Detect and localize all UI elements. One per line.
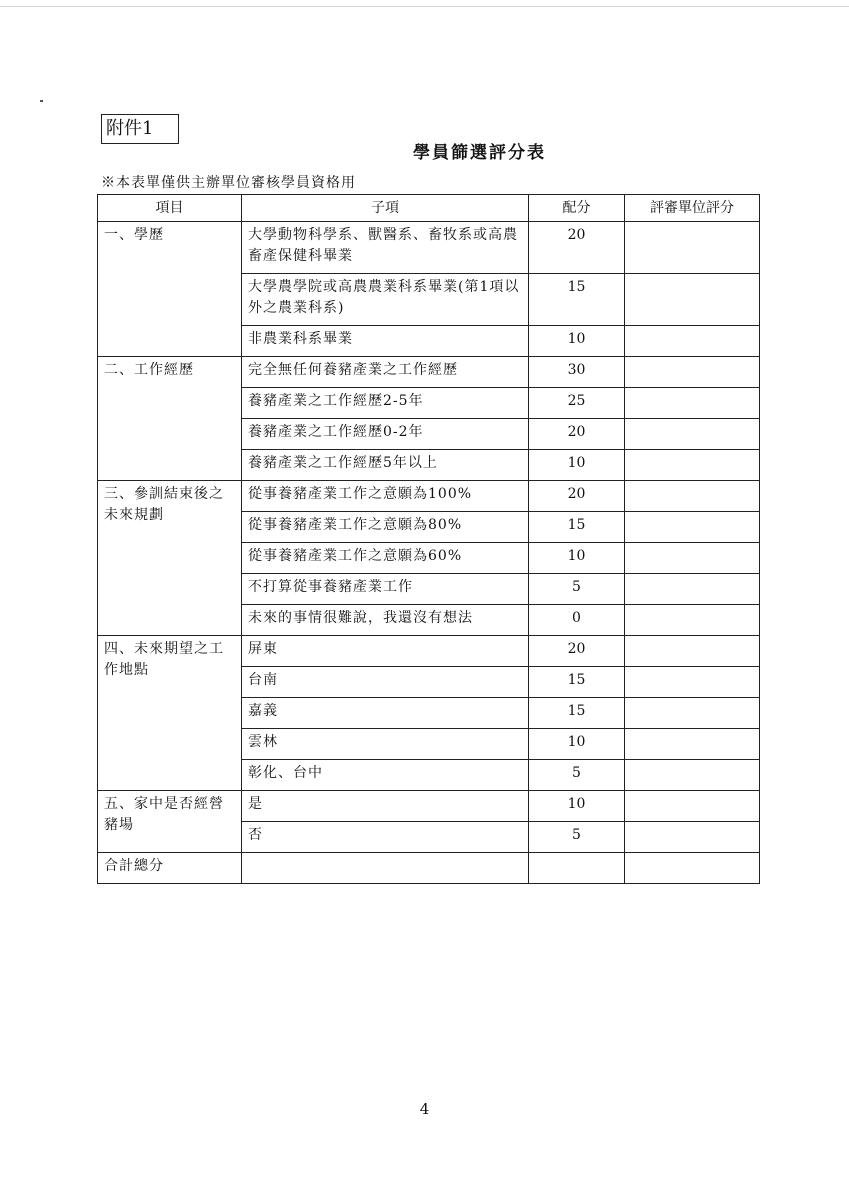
header-subitem: 子項	[242, 195, 529, 222]
subitem-cell: 未來的事情很難說，我還沒有想法	[242, 605, 529, 636]
attachment-label: 附件1	[101, 114, 179, 144]
review-score-cell[interactable]	[625, 822, 760, 853]
subitem-cell: 台南	[242, 667, 529, 698]
subitem-cell: 養豬產業之工作經歷0-2年	[242, 419, 529, 450]
review-score-cell[interactable]	[625, 667, 760, 698]
review-score-cell[interactable]	[625, 698, 760, 729]
item-education: 一、學歷	[98, 222, 242, 357]
table-row	[98, 791, 760, 822]
points-cell: 25	[529, 388, 625, 419]
review-score-cell[interactable]	[625, 636, 760, 667]
points-cell: 20	[529, 419, 625, 450]
points-cell: 10	[529, 543, 625, 574]
subitem-cell: 從事養豬產業工作之意願為80%	[242, 512, 529, 543]
total-label: 合計總分	[98, 853, 242, 884]
points-cell: 20	[529, 481, 625, 512]
points-cell: 15	[529, 698, 625, 729]
review-score-cell[interactable]	[625, 605, 760, 636]
subitem-cell: 雲林	[242, 729, 529, 760]
points-cell: 0	[529, 605, 625, 636]
review-score-cell[interactable]	[625, 543, 760, 574]
review-score-cell[interactable]	[625, 419, 760, 450]
form-title: 學員篩選評分表	[413, 143, 546, 163]
header-item: 項目	[98, 195, 242, 222]
review-score-cell[interactable]	[625, 791, 760, 822]
points-cell: 10	[529, 450, 625, 481]
table-row	[98, 222, 760, 274]
header-review-score: 評審單位評分	[625, 195, 760, 222]
total-row	[98, 853, 760, 884]
header-points: 配分	[529, 195, 625, 222]
subitem-cell: 養豬產業之工作經歷5年以上	[242, 450, 529, 481]
scoring-table	[97, 194, 760, 884]
points-cell: 20	[529, 636, 625, 667]
total-review-score-cell[interactable]	[625, 853, 760, 884]
subitem-cell: 不打算從事養豬產業工作	[242, 574, 529, 605]
scan-edge-line	[0, 6, 849, 7]
points-cell: 15	[529, 667, 625, 698]
points-cell: 10	[529, 729, 625, 760]
subitem-cell: 大學動物科學系、獸醫系、畜牧系或高農畜產保健科畢業	[242, 222, 529, 274]
usage-note: ※本表單僅供主辦單位審核學員資格用	[101, 175, 356, 191]
subitem-cell: 完全無任何養豬產業之工作經歷	[242, 357, 529, 388]
item-work-experience: 二、工作經歷	[98, 357, 242, 481]
points-cell: 15	[529, 274, 625, 326]
table-header-row	[98, 195, 760, 222]
subitem-cell: 是	[242, 791, 529, 822]
points-cell: 10	[529, 326, 625, 357]
review-score-cell[interactable]	[625, 760, 760, 791]
review-score-cell[interactable]	[625, 574, 760, 605]
item-family-pig-farm: 五、家中是否經營豬場	[98, 791, 242, 853]
review-score-cell[interactable]	[625, 729, 760, 760]
review-score-cell[interactable]	[625, 481, 760, 512]
table-row	[98, 636, 760, 667]
subitem-cell: 彰化、台中	[242, 760, 529, 791]
review-score-cell[interactable]	[625, 357, 760, 388]
item-work-location: 四、未來期望之工作地點	[98, 636, 242, 791]
scan-speck	[40, 100, 43, 102]
points-cell: 5	[529, 574, 625, 605]
review-score-cell[interactable]	[625, 512, 760, 543]
points-cell: 5	[529, 760, 625, 791]
table-row	[98, 481, 760, 512]
points-cell: 30	[529, 357, 625, 388]
subitem-cell: 非農業科系畢業	[242, 326, 529, 357]
review-score-cell[interactable]	[625, 326, 760, 357]
points-cell: 10	[529, 791, 625, 822]
subitem-cell: 嘉義	[242, 698, 529, 729]
subitem-cell: 屏東	[242, 636, 529, 667]
total-points-cell	[529, 853, 625, 884]
subitem-cell: 養豬產業之工作經歷2-5年	[242, 388, 529, 419]
points-cell: 5	[529, 822, 625, 853]
page-number: 4	[419, 1100, 430, 1118]
review-score-cell[interactable]	[625, 388, 760, 419]
subitem-cell: 否	[242, 822, 529, 853]
review-score-cell[interactable]	[625, 274, 760, 326]
item-future-plan: 三、參訓結束後之未來規劃	[98, 481, 242, 636]
table-row	[98, 357, 760, 388]
points-cell: 20	[529, 222, 625, 274]
points-cell: 15	[529, 512, 625, 543]
subitem-cell: 大學農學院或高農農業科系畢業(第1項以外之農業科系)	[242, 274, 529, 326]
review-score-cell[interactable]	[625, 222, 760, 274]
review-score-cell[interactable]	[625, 450, 760, 481]
subitem-cell: 從事養豬產業工作之意願為100%	[242, 481, 529, 512]
total-subitem-cell	[242, 853, 529, 884]
subitem-cell: 從事養豬產業工作之意願為60%	[242, 543, 529, 574]
